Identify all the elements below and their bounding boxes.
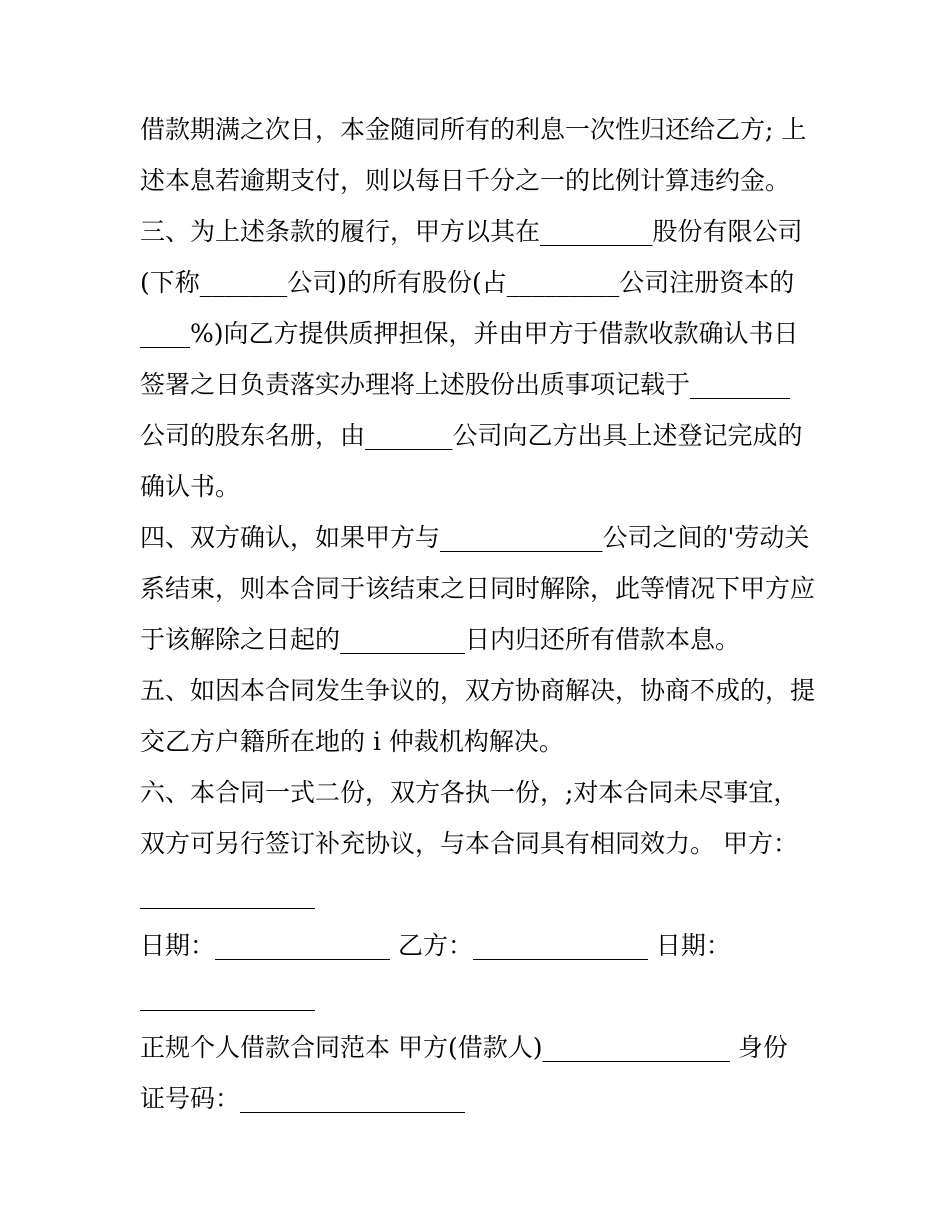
text-line-3: 三、为上述条款的履行，甲方以其在_________股份有限公司 — [140, 217, 803, 246]
text-line-18: ______________ — [140, 982, 315, 1011]
text-line-20: 证号码：__________________ — [140, 1084, 466, 1113]
text-line-6: 签署之日负责落实办理将上述股份出质事项记载于________ — [140, 370, 791, 399]
text-line-1: 借款期满之次日，本金随同所有的利息一次性归还给乙方; 上 — [140, 115, 807, 144]
text-line-5: ____%)向乙方提供质押担保，并由甲方于借款收款确认书日 — [140, 319, 799, 348]
contract-text — [140, 112, 830, 1132]
text-line-13: 交乙方户籍所在地的 i 仲裁机构解决。 — [140, 727, 564, 756]
text-line-17: 日期：______________ 乙方：______________ 日期： — [140, 931, 731, 960]
text-line-2: 述本息若逾期支付，则以每日千分之一的比例计算违约金。 — [140, 166, 791, 195]
text-line-14: 六、本合同一式二份，双方各执一份，;对本合同未尽事宜， — [140, 778, 799, 807]
text-line-10: 系结束，则本合同于该结束之日同时解除，此等情况下甲方应 — [140, 574, 816, 603]
text-line-9: 四、双方确认，如果甲方与_____________公司之间的'劳动关 — [140, 523, 810, 552]
text-line-12: 五、如因本合同发生争议的，双方协商解决，协商不成的，提 — [140, 676, 816, 705]
text-line-19: 正规个人借款合同范本 甲方(借款人)_______________ 身份 — [140, 1033, 788, 1062]
text-line-15: 双方可另行签订补充协议，与本合同具有相同效力。 甲方： — [140, 829, 798, 858]
text-line-8: 确认书。 — [140, 472, 241, 501]
text-line-16: ______________ — [140, 880, 315, 909]
text-line-4: (下称_______公司)的所有股份(占_________公司注册资本的 — [140, 268, 795, 297]
text-line-7: 公司的股东名册，由_______公司向乙方出具上述登记完成的 — [140, 421, 803, 450]
text-line-11: 于该解除之日起的__________日内归还所有借款本息。 — [140, 625, 741, 654]
